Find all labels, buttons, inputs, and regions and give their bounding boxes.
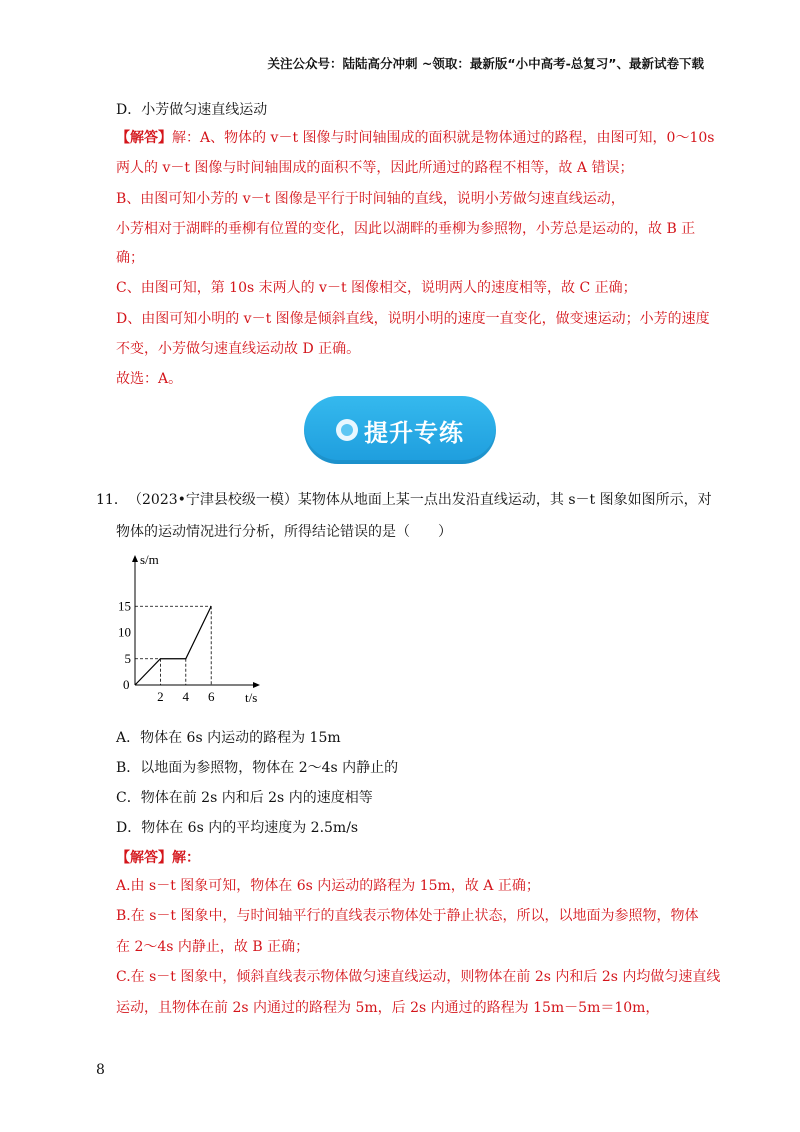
answer-line: 在 2～4s 内静止，故 B 正确； <box>116 939 310 955</box>
x-tick-label: 4 <box>182 689 190 704</box>
question-stem-line2: 物体的运动情况进行分析，所得结论错误的是（ ） <box>116 524 452 540</box>
prev-answer-line: 故选：A。 <box>116 371 183 387</box>
practice-banner <box>304 396 496 464</box>
page-number: 8 <box>96 1062 105 1078</box>
x-tick-label: 6 <box>207 689 215 704</box>
x-axis-arrow <box>253 682 260 688</box>
st-graph <box>110 548 280 708</box>
option-d: D．物体在 6s 内的平均速度为 2.5m/s <box>116 820 359 836</box>
y-tick-label: 5 <box>124 650 131 666</box>
prev-answer-line: 不变，小芳做匀速直线运动故 D 正确。 <box>116 341 361 357</box>
prev-answer-intro <box>116 128 714 148</box>
prev-answer-line: C、由图可知，第 10s 末两人的 v－t 图像相交，说明两人的速度相等，故 C 正确； <box>116 280 637 296</box>
prev-answer-line: 小芳相对于湖畔的垂柳有位置的变化，因此以湖畔的垂柳为参照物，小芳总是运动的，故 B 正 <box>116 221 696 237</box>
answer-line: C.在 s－t 图象中，倾斜直线表示物体做匀速直线运动，则物体在前 2s 内和后 2s 内均做匀速直线 <box>116 969 721 985</box>
answer-line: A.由 s－t 图象可知，物体在 6s 内运动的路程为 15m，故 A 正确； <box>116 878 540 894</box>
option-b: B．以地面为参照物，物体在 2～4s 内静止的 <box>116 760 399 776</box>
prev-answer-line: 两人的 v－t 图像与时间轴围成的面积不等，因此所通过的路程不相等，故 A 错误； <box>116 160 634 176</box>
question-stem-line1: （2023•宁津县校级一模）某物体从地面上某一点出发沿直线运动，其 s－t 图象如图所示，对 <box>128 492 712 508</box>
prev-answer-line: D、由图可知小明的 v－t 图像是倾斜直线，说明小明的速度一直变化，做变速运动；小芳的速度 <box>116 311 710 327</box>
option-a: A．物体在 6s 内运动的路程为 15m <box>116 730 341 746</box>
page-header: 关注公众号：陆陆高分冲刺 ~领取：最新版“小中高考-总复习”、最新试卷下载 <box>267 56 704 71</box>
answer-line: 运动，且物体在前 2s 内通过的路程为 5m，后 2s 内通过的路程为 15m－5m＝10m， <box>116 1000 660 1016</box>
answer-line: B.在 s－t 图象中，与时间轴平行的直线表示物体处于静止状态，所以，以地面为参照物，物体 <box>116 908 699 924</box>
y-axis-label: s/m <box>140 552 159 567</box>
prev-option-d: D．小芳做匀速直线运动 <box>116 102 268 118</box>
bulb-icon <box>336 419 358 441</box>
prev-answer-line: 确； <box>116 250 144 266</box>
x-axis-label: t/s <box>245 690 258 705</box>
y-tick-label: 10 <box>118 624 131 640</box>
y-tick-label: 15 <box>118 598 131 614</box>
answer-label: 【解答】解： <box>116 850 200 866</box>
banner-title: 提升专练 <box>364 418 464 447</box>
option-c: C．物体在前 2s 内和后 2s 内的速度相等 <box>116 790 373 806</box>
x-tick-label: 2 <box>157 689 164 704</box>
series-line <box>135 606 211 685</box>
question-number: 11． <box>96 492 128 508</box>
y-axis-arrow <box>132 555 138 562</box>
prev-answer-line: B、由图可知小芳的 v－t 图像是平行于时间轴的直线，说明小芳做匀速直线运动， <box>116 191 625 207</box>
origin-label: 0 <box>123 677 130 692</box>
answer-intro-text: 解：A、物体的 v－t 图像与时间轴围成的面积就是物体通过的路程，由图可知，0～10s <box>172 130 715 146</box>
answer-label: 【解答】 <box>116 130 172 146</box>
